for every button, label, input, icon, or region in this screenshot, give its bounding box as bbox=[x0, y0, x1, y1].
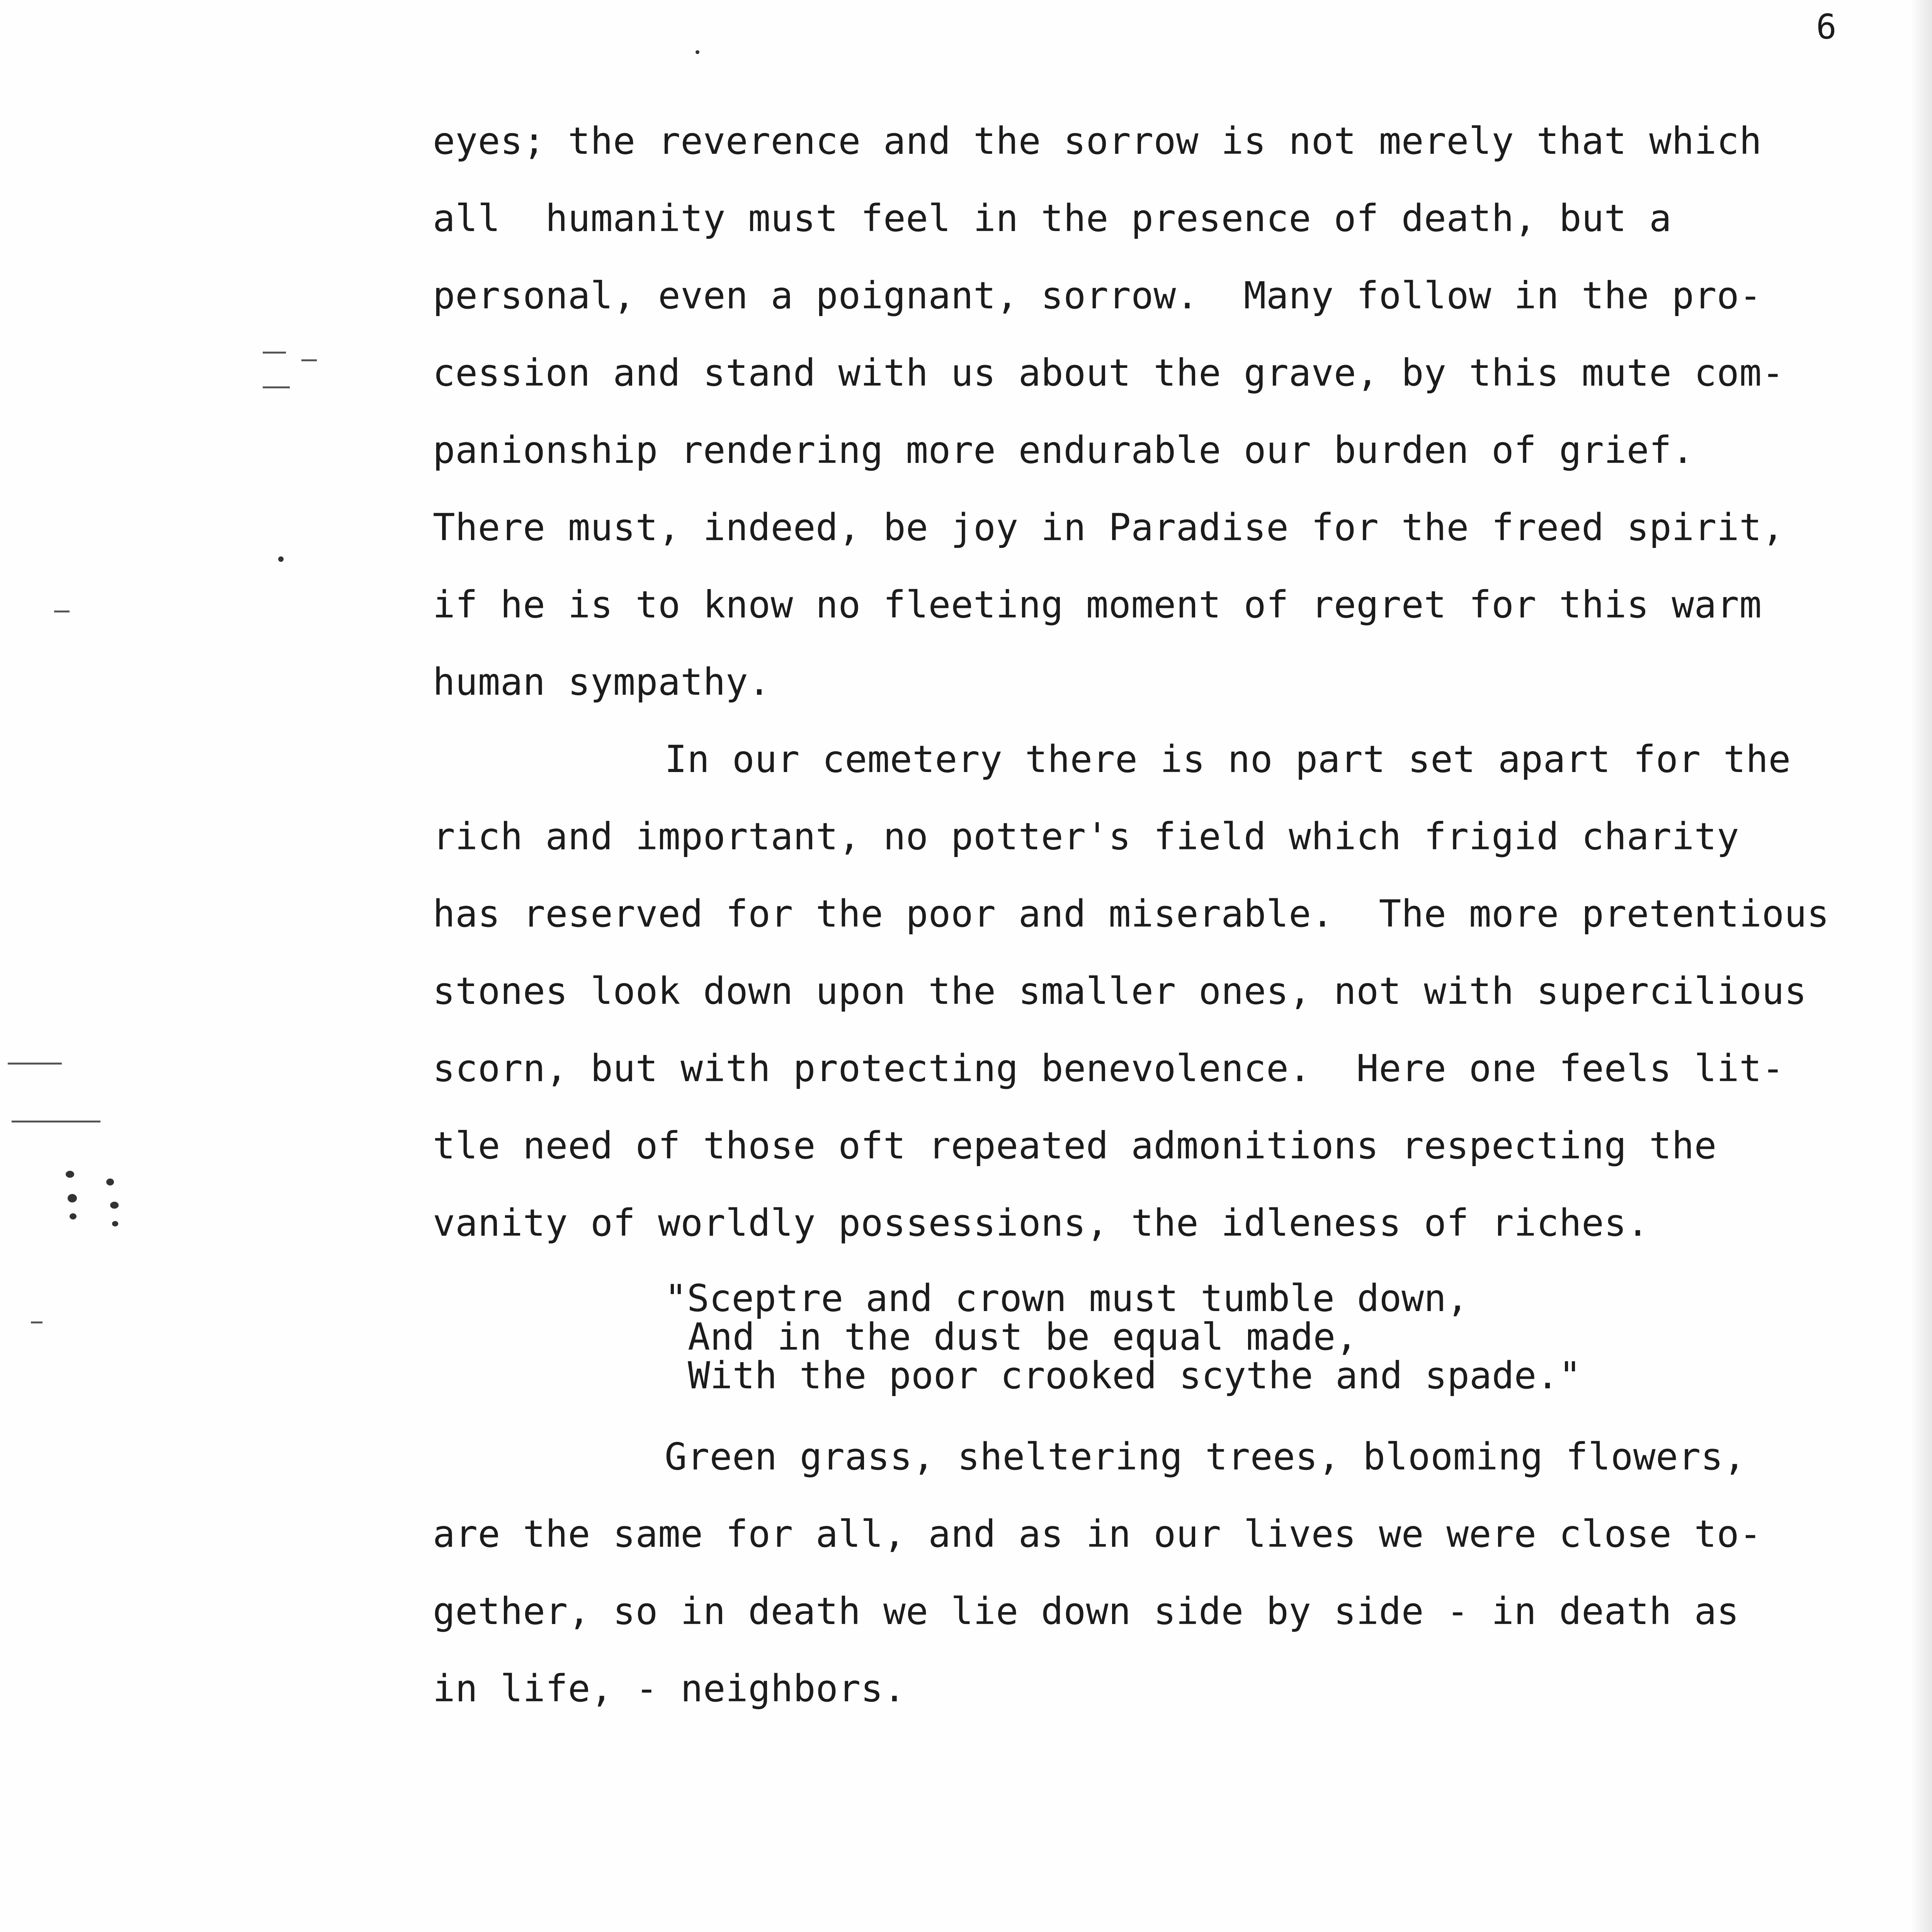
margin-mark bbox=[301, 359, 317, 361]
verse-line: And in the dust be equal made, bbox=[688, 1315, 1358, 1359]
text-line: gether, so in death we lie down side by side - in death as bbox=[433, 1590, 1740, 1633]
page-number: 6 bbox=[1816, 7, 1837, 47]
speck bbox=[110, 1202, 119, 1209]
speck bbox=[696, 50, 699, 54]
margin-mark bbox=[263, 386, 290, 388]
text-line: personal, even a poignant, sorrow. Many follow in the pro- bbox=[433, 274, 1762, 317]
text-line: are the same for all, and as in our lives we were close to- bbox=[433, 1512, 1762, 1556]
text-line: Green grass, sheltering trees, blooming flowers, bbox=[665, 1435, 1746, 1478]
speck bbox=[106, 1179, 114, 1185]
text-line: human sympathy. bbox=[433, 660, 771, 704]
text-line: has reserved for the poor and miserable. The more pretentious bbox=[433, 892, 1830, 935]
speck bbox=[66, 1171, 74, 1178]
text-line: There must, indeed, be joy in Paradise for the freed spirit, bbox=[433, 506, 1784, 549]
verse-line: With the poor crooked scythe and spade." bbox=[688, 1354, 1581, 1397]
speck bbox=[112, 1221, 118, 1226]
text-line: scorn, but with protecting benevolence. Here one feels lit- bbox=[433, 1047, 1784, 1090]
text-line: rich and important, no potter's field which frigid charity bbox=[433, 815, 1740, 858]
text-line: In our cemetery there is no part set apart for the bbox=[665, 738, 1791, 781]
text-line: cession and stand with us about the grave, by this mute com- bbox=[433, 351, 1784, 395]
verse-line: "Sceptre and crown must tumble down, bbox=[665, 1277, 1469, 1320]
text-line: panionship rendering more endurable our burden of grief. bbox=[433, 429, 1694, 472]
text-line: if he is to know no fleeting moment of regret for this warm bbox=[433, 583, 1762, 626]
speck bbox=[70, 1213, 77, 1219]
text-line: vanity of worldly possessions, the idleness of riches. bbox=[433, 1201, 1650, 1245]
margin-mark bbox=[54, 611, 70, 612]
speck bbox=[68, 1194, 77, 1202]
margin-mark bbox=[8, 1063, 62, 1065]
margin-mark bbox=[31, 1321, 43, 1323]
speck bbox=[278, 556, 284, 562]
margin-mark bbox=[12, 1121, 100, 1122]
text-line: all humanity must feel in the presence of death, but a bbox=[433, 197, 1672, 240]
text-line: stones look down upon the smaller ones, not with supercilious bbox=[433, 969, 1807, 1013]
page-edge-shadow bbox=[1910, 0, 1932, 1932]
text-line: eyes; the reverence and the sorrow is not merely that which bbox=[433, 119, 1762, 163]
margin-mark bbox=[263, 352, 286, 354]
text-line: tle need of those oft repeated admonitions respecting the bbox=[433, 1124, 1717, 1167]
text-line: in life, - neighbors. bbox=[433, 1667, 906, 1710]
